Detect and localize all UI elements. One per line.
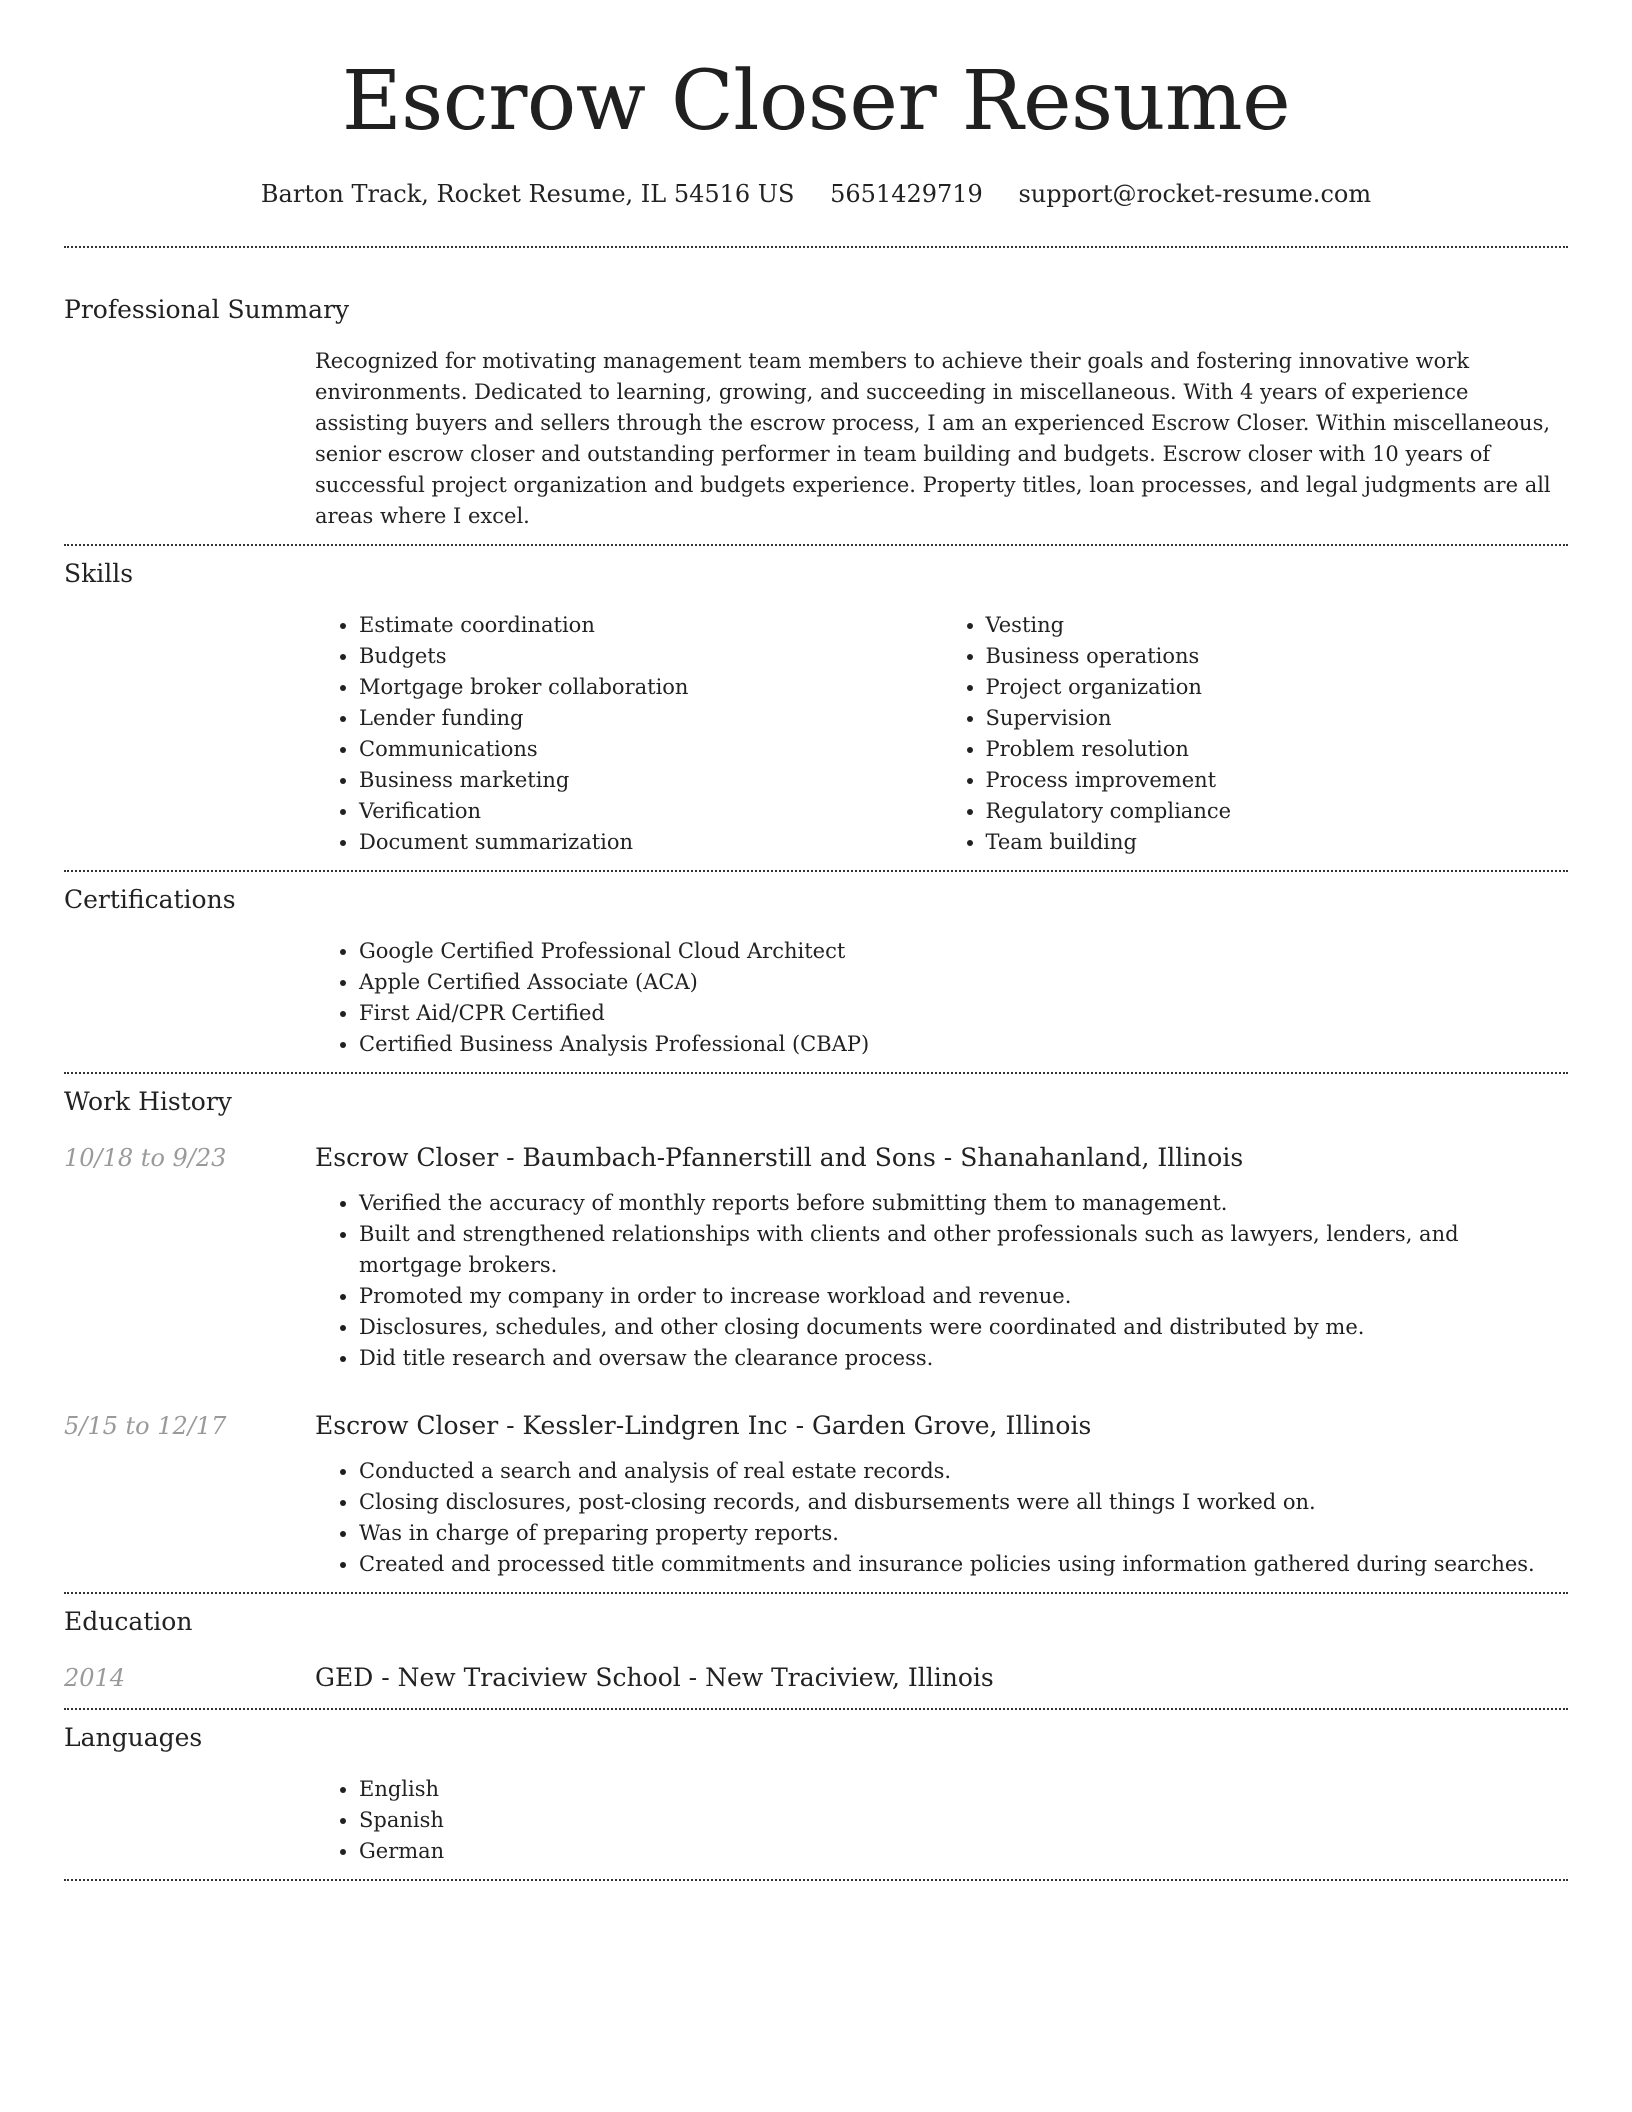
section-title-education: Education (64, 1607, 193, 1636)
skills-list-right (942, 610, 1569, 858)
list-item: • Was in charge of preparing property reports. (359, 1518, 1568, 1549)
work-history-section (64, 1074, 1568, 1592)
list-item: • Business marketing (359, 765, 942, 796)
list-item: • Closing disclosures, post-closing records, and disbursements were all things I worked on. (359, 1487, 1568, 1518)
list-item: • Regulatory compliance (986, 796, 1569, 827)
job-dates: 5/15 to 12/17 (64, 1412, 227, 1440)
education-entry (64, 1660, 1568, 1708)
list-item: • Budgets (359, 641, 942, 672)
list-item: • Created and processed title commitments and insurance policies using information gathered during searches. (359, 1549, 1568, 1580)
job-heading: Escrow Closer - Baumbach-Pfannerstill and Sons - Shanahanland, Illinois (315, 1143, 1244, 1172)
section-title-summary: Professional Summary (64, 295, 350, 324)
list-item: • Apple Certified Associate (ACA) (359, 967, 1568, 998)
list-item: • Disclosures, schedules, and other closing documents were coordinated and distributed by me. (359, 1312, 1568, 1343)
section-title-skills: Skills (64, 559, 134, 588)
section-divider (64, 1879, 1568, 1881)
list-item: • German (359, 1836, 1568, 1867)
list-item: • Google Certified Professional Cloud Architect (359, 936, 1568, 967)
education-section (64, 1594, 1568, 1708)
job-entry (64, 1408, 1568, 1592)
list-item: • Built and strengthened relationships with clients and other professionals such as lawyers, lenders, and mortgage brokers. (359, 1219, 1568, 1281)
job-heading: Escrow Closer - Kessler-Lindgren Inc - Garden Grove, Illinois (315, 1411, 1092, 1440)
skills-section (64, 546, 1568, 870)
languages-section (64, 1710, 1568, 1879)
skills-list-left (315, 610, 942, 858)
contact-line (64, 178, 1568, 210)
job-entry (64, 1140, 1568, 1374)
list-item: • Supervision (986, 703, 1569, 734)
section-title-work: Work History (64, 1087, 232, 1116)
contact-email: support@rocket-resume.com (1018, 180, 1372, 208)
job-dates: 10/18 to 9/23 (64, 1144, 227, 1172)
section-title-certifications: Certifications (64, 885, 236, 914)
summary-text: Recognized for motivating management team members to achieve their goals and fostering innovative work environments. Dedicated to learning, growing, and succeeding in miscellaneous. With 4 years of experience assisting buyers and sellers through the escrow process, I am an experienced Escrow Closer. Within miscellaneous, senior escrow closer and outstanding performer in team building and budgets. Escrow closer with 10 years of successful project organization and budgets experience. Property titles, loan processes, and legal judgments are all areas where I excel. (315, 349, 1551, 528)
education-date: 2014 (64, 1664, 126, 1692)
list-item: • Mortgage broker collaboration (359, 672, 942, 703)
list-item: • Process improvement (986, 765, 1569, 796)
list-item: • Business operations (986, 641, 1569, 672)
list-item: • Certified Business Analysis Professional (CBAP) (359, 1029, 1568, 1060)
list-item: • Communications (359, 734, 942, 765)
education-heading: GED - New Traciview School - New Traciview, Illinois (315, 1663, 994, 1692)
list-item: • Vesting (986, 610, 1569, 641)
list-item: • Lender funding (359, 703, 942, 734)
job-bullets (315, 1456, 1568, 1580)
contact-address: Barton Track, Rocket Resume, IL 54516 US (260, 180, 795, 208)
page-title: Escrow Closer Resume (341, 54, 1291, 149)
list-item: • Estimate coordination (359, 610, 942, 641)
contact-phone: 5651429719 (830, 180, 983, 208)
list-item: • English (359, 1774, 1568, 1805)
list-item: • Verification (359, 796, 942, 827)
languages-list (315, 1774, 1568, 1867)
list-item: • Spanish (359, 1805, 1568, 1836)
list-item: • Verified the accuracy of monthly reports before submitting them to management. (359, 1188, 1568, 1219)
certifications-list (315, 936, 1568, 1060)
list-item: • Promoted my company in order to increase workload and revenue. (359, 1281, 1568, 1312)
certifications-section (64, 872, 1568, 1072)
list-item: • Team building (986, 827, 1569, 858)
list-item: • Problem resolution (986, 734, 1569, 765)
resume-header (64, 0, 1568, 210)
list-item: • Conducted a search and analysis of real estate records. (359, 1456, 1568, 1487)
list-item: • Project organization (986, 672, 1569, 703)
section-title-languages: Languages (64, 1723, 203, 1752)
list-item: • First Aid/CPR Certified (359, 998, 1568, 1029)
list-item: • Did title research and oversaw the clearance process. (359, 1343, 1568, 1374)
job-bullets (315, 1188, 1568, 1374)
summary-section (64, 248, 1568, 544)
list-item: • Document summarization (359, 827, 942, 858)
